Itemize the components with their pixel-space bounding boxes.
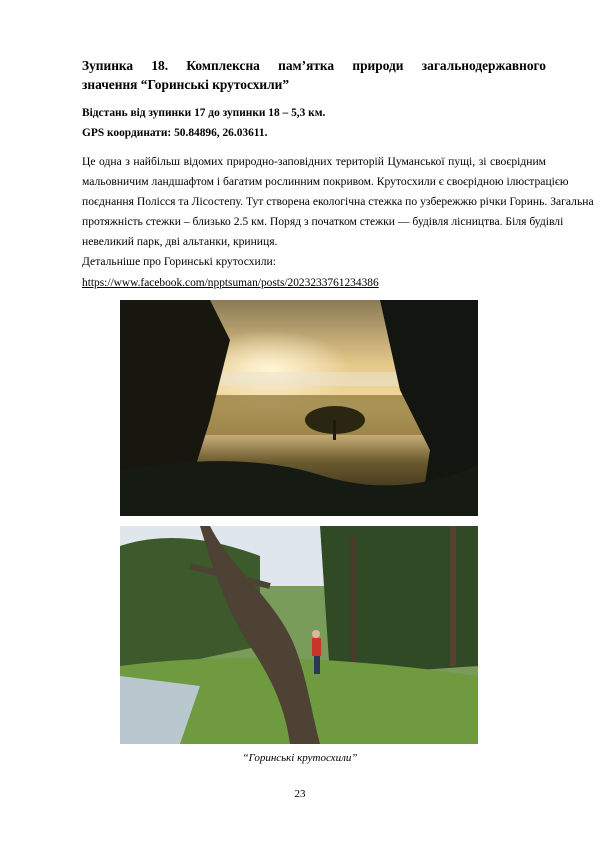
paragraph-line: протяжність стежки – близько 2.5 км. Поряд з початком стежки — будівля лісництва. Біля будівлі — [82, 215, 564, 228]
sunrise-image — [120, 300, 478, 516]
section-heading — [82, 56, 546, 94]
gps-coordinates: GPS координати: 50.84896, 26.03611. — [82, 127, 268, 139]
photo-caption: “Горинські крутосхили” — [242, 752, 358, 764]
distance-text: Відстань від зупинки 17 до зупинки 18 – 5,3 км. — [82, 107, 326, 119]
heading-line-2: значення “Горинські крутосхили” — [82, 77, 290, 92]
sunrise-photo — [120, 300, 478, 516]
paragraph-line: поєднання Полісся та Лісостепу. Тут створена екологічна стежка по узбережжю річки Горинь. Загальна — [82, 195, 594, 208]
page-number: 23 — [294, 788, 306, 800]
description-paragraph — [82, 152, 594, 252]
facebook-link[interactable]: https://www.facebook.com/npptsuman/posts/2023233761234386 — [82, 277, 379, 289]
trees-photo — [120, 526, 478, 744]
more-info-label: Детальніше про Горинські крутосхили: — [82, 255, 276, 268]
paragraph-line: невеликий парк, дві альтанки, криниця. — [82, 235, 278, 248]
trees-image — [120, 526, 478, 744]
paragraph-line: Це одна з найбільш відомих природно-заповідних територій Цуманської пущі, зі своєрідним — [82, 155, 546, 168]
heading-line-1: Зупинка 18. Комплексна пам’ятка природи загальнодержавного — [82, 58, 546, 73]
paragraph-line: мальовничим ландшафтом і багатим рослинним покривом. Крутосхили є своєрідною ілюстрацією — [82, 175, 569, 188]
